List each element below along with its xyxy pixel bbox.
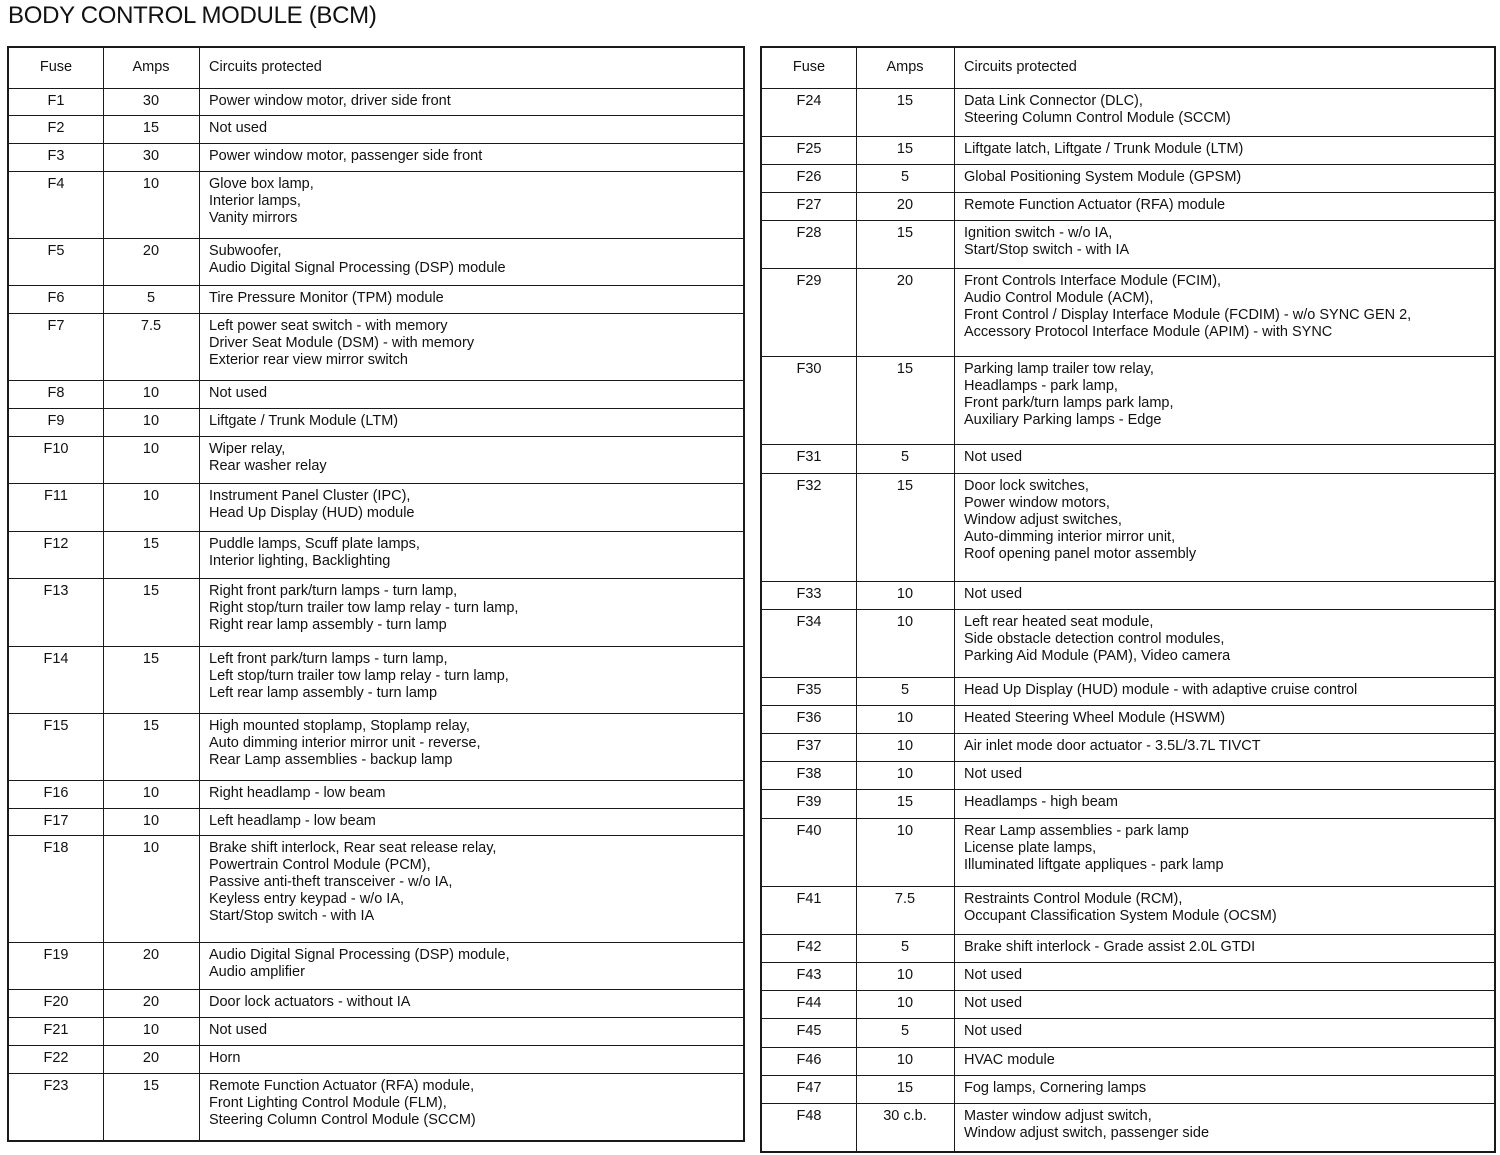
fuse-row — [9, 713, 743, 780]
fuse-amps: 7.5 — [103, 314, 199, 381]
fuse-row — [9, 836, 743, 943]
fuse-circuits: Not used — [954, 1019, 1494, 1047]
fuse-amps: 5 — [856, 1019, 954, 1047]
fuse-amps: 10 — [103, 484, 199, 531]
fuse-circuits: Audio Digital Signal Processing (DSP) module, Audio amplifier — [199, 942, 743, 989]
fuse-number: F12 — [9, 531, 103, 578]
header-row — [9, 48, 743, 88]
fuse-number: F40 — [762, 818, 856, 886]
page-title: BODY CONTROL MODULE (BCM) — [8, 2, 377, 29]
fuse-number: F41 — [762, 886, 856, 934]
fuse-row — [762, 818, 1494, 886]
fuse-amps: 20 — [103, 990, 199, 1018]
fuse-amps: 30 c.b. — [883, 1107, 927, 1124]
fuse-row — [762, 88, 1494, 136]
fuse-row — [762, 1019, 1494, 1047]
fuse-row — [762, 705, 1494, 733]
fuse-number: F42 — [762, 934, 856, 962]
fuse-amps: 10 — [856, 734, 954, 762]
fuse-circuits: Left headlamp - low beam — [199, 808, 743, 836]
fuse-amps: 15 — [856, 88, 954, 136]
fuse-amps: 15 — [856, 790, 954, 818]
fuse-row — [762, 962, 1494, 990]
left-fuse-table — [7, 46, 745, 1142]
fuse-number: F15 — [9, 713, 103, 780]
fuse-circuits: Head Up Display (HUD) module - with adaptive cruise control — [954, 677, 1494, 705]
fuse-circuits: Ignition switch - w/o IA, Start/Stop switch - with IA — [954, 221, 1494, 269]
fuse-circuits: Door lock actuators - without IA — [199, 990, 743, 1018]
fuse-number: F24 — [762, 88, 856, 136]
fuse-row — [9, 144, 743, 172]
fuse-row — [762, 581, 1494, 609]
fuse-number: F26 — [762, 164, 856, 192]
fuse-number: F2 — [9, 116, 103, 144]
fuse-row — [9, 531, 743, 578]
fuse-amps: 10 — [103, 780, 199, 808]
fuse-row — [762, 269, 1494, 357]
fuse-circuits: Not used — [199, 116, 743, 144]
fuse-circuits: Wiper relay, Rear washer relay — [199, 436, 743, 483]
column-divider — [856, 48, 857, 1151]
fuse-circuits: Brake shift interlock - Grade assist 2.0L GTDI — [954, 934, 1494, 962]
fuse-number: F38 — [762, 762, 856, 790]
fuse-number: F37 — [762, 734, 856, 762]
fuse-amps: 10 — [856, 609, 954, 677]
fuse-row — [762, 357, 1494, 445]
fuse-circuits: Glove box lamp, Interior lamps, Vanity mirrors — [199, 171, 743, 238]
fuse-circuits: Instrument Panel Cluster (IPC), Head Up Display (HUD) module — [199, 484, 743, 531]
fuse-row — [762, 192, 1494, 220]
fuse-row — [762, 677, 1494, 705]
fuse-circuits: Door lock switches, Power window motors, Window adjust switches, Auto-dimming interior mirror unit, Roof opening panel motor assembly — [954, 473, 1494, 581]
fuse-number: F9 — [9, 409, 103, 437]
fuse-number: F32 — [762, 473, 856, 581]
column-divider — [199, 48, 200, 1140]
fuse-circuits: Not used — [199, 381, 743, 409]
fuse-circuits: Liftgate / Trunk Module (LTM) — [199, 409, 743, 437]
fuse-number: F45 — [762, 1019, 856, 1047]
fuse-number: F21 — [9, 1018, 103, 1046]
fuse-row — [9, 409, 743, 437]
fuse-number: F46 — [762, 1047, 856, 1075]
fuse-amps: 15 — [142, 1077, 160, 1094]
fuse-amps: 5 — [856, 445, 954, 473]
header-row — [762, 48, 1494, 88]
fuse-row — [762, 221, 1494, 269]
fuse-row — [9, 88, 743, 116]
fuse-row — [9, 436, 743, 483]
fuse-number: F44 — [762, 991, 856, 1019]
fuse-number: F4 — [9, 171, 103, 238]
fuse-amps: 5 — [856, 934, 954, 962]
fuse-number: F25 — [762, 136, 856, 164]
fuse-number: F7 — [9, 314, 103, 381]
fuse-circuits: Not used — [199, 1018, 743, 1046]
fuse-number: F48 — [796, 1107, 822, 1124]
fuse-amps: 15 — [856, 357, 954, 445]
fuse-amps: 7.5 — [856, 886, 954, 934]
fuse-amps: 10 — [856, 762, 954, 790]
fuse-amps: 10 — [856, 818, 954, 886]
fuse-circuits: Not used — [954, 762, 1494, 790]
fuse-circuits: Fog lamps, Cornering lamps — [954, 1075, 1494, 1103]
fuse-amps: 10 — [103, 808, 199, 836]
fuse-circuits: Right headlamp - low beam — [199, 780, 743, 808]
fuse-circuits: Subwoofer, Audio Digital Signal Processing (DSP) module — [199, 239, 743, 286]
fuse-row — [762, 991, 1494, 1019]
fuse-amps: 15 — [856, 136, 954, 164]
fuse-circuits: Horn — [199, 1045, 743, 1073]
fuse-amps: 15 — [856, 473, 954, 581]
fuse-number: F47 — [762, 1075, 856, 1103]
fuse-circuits: Puddle lamps, Scuff plate lamps, Interior lighting, Backlighting — [199, 531, 743, 578]
fuse-amps: 10 — [103, 409, 199, 437]
fuse-row — [762, 136, 1494, 164]
fuse-number: F8 — [9, 381, 103, 409]
fuse-number: F3 — [9, 144, 103, 172]
fuse-amps: 5 — [856, 164, 954, 192]
fuse-circuits: Master window adjust switch, Window adjust switch, passenger side — [964, 1107, 1210, 1141]
fuse-circuits: Left rear heated seat module, Side obstacle detection control modules, Parking Aid Module (PAM), Video camera — [954, 609, 1494, 677]
fuse-circuits: Tire Pressure Monitor (TPM) module — [199, 286, 743, 314]
fuse-row — [762, 609, 1494, 677]
fuse-circuits: Liftgate latch, Liftgate / Trunk Module (LTM) — [954, 136, 1494, 164]
fuse-number: F28 — [762, 221, 856, 269]
fuse-circuits: Not used — [954, 991, 1494, 1019]
fuse-amps: 10 — [856, 1047, 954, 1075]
fuse-row — [9, 286, 743, 314]
fuse-circuits: Not used — [954, 962, 1494, 990]
fuse-row — [9, 646, 743, 713]
fuse-row — [9, 579, 743, 646]
fuse-number: F31 — [762, 445, 856, 473]
fuse-number: F19 — [9, 942, 103, 989]
fuse-number: F16 — [9, 780, 103, 808]
fuse-amps: 15 — [856, 1075, 954, 1103]
fuse-circuits: Remote Function Actuator (RFA) module, Front Lighting Control Module (FLM), Steering Column Control Module (SCCM) — [209, 1077, 476, 1128]
fuse-amps: 20 — [103, 239, 199, 286]
fuse-amps: 10 — [856, 962, 954, 990]
fuse-row — [762, 1047, 1494, 1075]
fuse-row — [9, 1073, 743, 1140]
fuse-circuits: High mounted stoplamp, Stoplamp relay, Auto dimming interior mirror unit - reverse, Rear Lamp assemblies - backup lamp — [199, 713, 743, 780]
fuse-number: F23 — [43, 1077, 69, 1094]
fuse-amps: 15 — [103, 116, 199, 144]
fuse-number: F5 — [9, 239, 103, 286]
fuse-number: F17 — [9, 808, 103, 836]
fuse-amps: 10 — [103, 1018, 199, 1046]
fuse-amps: 20 — [856, 269, 954, 357]
fuse-number: F20 — [9, 990, 103, 1018]
fuse-header: Fuse — [762, 48, 856, 88]
fuse-row — [9, 314, 743, 381]
fuse-amps: 10 — [103, 436, 199, 483]
fuse-row — [762, 790, 1494, 818]
amps-header: Amps — [856, 48, 954, 88]
fuse-header: Fuse — [9, 48, 103, 88]
fuse-number: F33 — [762, 581, 856, 609]
fuse-circuits: Not used — [954, 581, 1494, 609]
fuse-amps: 5 — [856, 677, 954, 705]
fuse-number: F27 — [762, 192, 856, 220]
fuse-amps: 30 — [103, 88, 199, 116]
fuse-row — [762, 1075, 1494, 1103]
fuse-row — [762, 934, 1494, 962]
fuse-circuits: Power window motor, passenger side front — [199, 144, 743, 172]
fuse-amps: 10 — [103, 171, 199, 238]
fuse-row — [9, 171, 743, 238]
right-fuse-table — [760, 46, 1496, 1153]
fuse-circuits: Heated Steering Wheel Module (HSWM) — [954, 705, 1494, 733]
fuse-row — [762, 164, 1494, 192]
fuse-amps: 10 — [856, 581, 954, 609]
fuse-row — [762, 445, 1494, 473]
fuse-row — [9, 942, 743, 989]
fuse-row — [9, 990, 743, 1018]
fuse-row — [9, 1018, 743, 1046]
fuse-circuits: Headlamps - high beam — [954, 790, 1494, 818]
fuse-number: F22 — [9, 1045, 103, 1073]
fuse-circuits: Air inlet mode door actuator - 3.5L/3.7L TIVCT — [954, 734, 1494, 762]
fuse-row — [9, 808, 743, 836]
fuse-amps: 20 — [856, 192, 954, 220]
fuse-row — [9, 381, 743, 409]
fuse-amps: 10 — [856, 991, 954, 1019]
fuse-amps: 15 — [103, 531, 199, 578]
column-divider — [954, 48, 955, 1151]
fuse-number: F6 — [9, 286, 103, 314]
fuse-amps: 30 — [103, 144, 199, 172]
fuse-number: F39 — [762, 790, 856, 818]
fuse-number: F10 — [9, 436, 103, 483]
fuse-number: F29 — [762, 269, 856, 357]
fuse-circuits: HVAC module — [954, 1047, 1494, 1075]
fuse-amps: 15 — [103, 713, 199, 780]
fuse-circuits: Rear Lamp assemblies - park lamp License plate lamps, Illuminated liftgate appliques - park lamp — [954, 818, 1494, 886]
fuse-circuits: Parking lamp trailer tow relay, Headlamps - park lamp, Front park/turn lamps park lamp, Auxiliary Parking lamps - Edge — [954, 357, 1494, 445]
fuse-number: F18 — [9, 836, 103, 943]
column-divider — [103, 48, 104, 1140]
fuse-number: F13 — [9, 579, 103, 646]
fuse-amps: 10 — [856, 705, 954, 733]
fuse-circuits: Front Controls Interface Module (FCIM), Audio Control Module (ACM), Front Control / Display Interface Module (FCDIM) - w/o SYNC GEN 2, Accessory Protocol Interface Module (APIM) - with SYNC — [954, 269, 1494, 357]
fuse-circuits: Remote Function Actuator (RFA) module — [954, 192, 1494, 220]
fuse-row — [9, 780, 743, 808]
fuse-row — [762, 1103, 1494, 1151]
fuse-amps: 15 — [103, 646, 199, 713]
fuse-circuits: Left front park/turn lamps - turn lamp, Left stop/turn trailer tow lamp relay - turn lamp, Left rear lamp assembly - turn lamp — [199, 646, 743, 713]
fuse-circuits: Right front park/turn lamps - turn lamp, Right stop/turn trailer tow lamp relay - turn lamp, Right rear lamp assembly - turn lamp — [199, 579, 743, 646]
fuse-number: F35 — [762, 677, 856, 705]
fuse-row — [9, 484, 743, 531]
fuse-circuits: Left power seat switch - with memory Driver Seat Module (DSM) - with memory Exterior rear view mirror switch — [199, 314, 743, 381]
fuse-row — [762, 886, 1494, 934]
fuse-number: F36 — [762, 705, 856, 733]
fuse-row — [9, 1045, 743, 1073]
fuse-amps: 5 — [103, 286, 199, 314]
fuse-amps: 10 — [103, 836, 199, 943]
fuse-row — [9, 116, 743, 144]
circuits-header: Circuits protected — [199, 48, 743, 88]
fuse-amps: 15 — [103, 579, 199, 646]
fuse-circuits: Global Positioning System Module (GPSM) — [954, 164, 1494, 192]
fuse-amps: 10 — [103, 381, 199, 409]
fuse-row — [9, 239, 743, 286]
fuse-amps: 15 — [856, 221, 954, 269]
fuse-circuits: Brake shift interlock, Rear seat release relay, Powertrain Control Module (PCM), Passive anti-theft transceiver - w/o IA, Keyless entry keypad - w/o IA, Start/Stop switch - with IA — [199, 836, 743, 943]
amps-header: Amps — [103, 48, 199, 88]
fuse-number: F1 — [9, 88, 103, 116]
fuse-number: F34 — [762, 609, 856, 677]
fuse-amps: 20 — [103, 1045, 199, 1073]
circuits-header: Circuits protected — [954, 48, 1494, 88]
fuse-number: F43 — [762, 962, 856, 990]
fuse-number: F11 — [9, 484, 103, 531]
fuse-number: F14 — [9, 646, 103, 713]
fuse-number: F30 — [762, 357, 856, 445]
fuse-circuits: Power window motor, driver side front — [199, 88, 743, 116]
fuse-circuits: Data Link Connector (DLC), Steering Column Control Module (SCCM) — [954, 88, 1494, 136]
fuse-circuits: Not used — [954, 445, 1494, 473]
fuse-circuits: Restraints Control Module (RCM), Occupant Classification System Module (OCSM) — [954, 886, 1494, 934]
fuse-row — [762, 734, 1494, 762]
fuse-row — [762, 473, 1494, 581]
fuse-amps: 20 — [103, 942, 199, 989]
fuse-row — [762, 762, 1494, 790]
